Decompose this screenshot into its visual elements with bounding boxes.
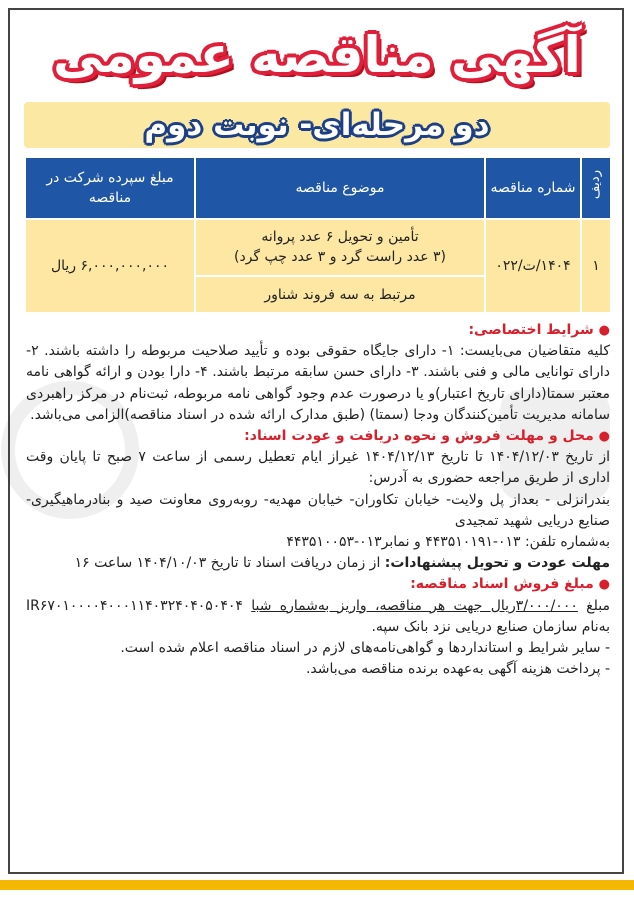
table-header-row (25, 157, 611, 219)
table-row (25, 219, 611, 276)
header-tender-number: شماره مناقصه (485, 157, 581, 219)
cell-deposit: ۶,۰۰۰,۰۰۰,۰۰۰ ریال (25, 219, 195, 313)
return-text: از زمان دریافت اسناد تا تاریخ ۱۴۰۴/۱۰/۰۳ ساعت ۱۶ (74, 555, 385, 572)
price-heading: ● مبلغ فروش اسناد مناقصه: (410, 576, 610, 593)
sale-address-text: بندرانزلی - بعداز پل ولایت- خیابان تکاوران- خیابان مهدیه- روبه‌روی معاونت صید و بنادرماهیگیری- صنایع دریایی شهید تمجیدی (26, 491, 610, 529)
header-row-number: ردیف (581, 157, 611, 219)
notice-title: آگهی مناقصه عمومی (53, 26, 581, 84)
price-text: مبلغ ۳/۰۰۰/۰۰۰ریال جهت هر مناقصه، واریز به‌شماره شبا IR۶۷۰۱۰۰۰۰۴۰۰۰۱۱۴۰۳۲۴۰۴۰۵۰۴۰۴ به‌نام سازمان صنایع دریایی نزد بانک سپه. (26, 597, 610, 635)
notice-body (26, 320, 610, 680)
bullet-icon: ● (598, 323, 610, 338)
subject-line-1: تأمین و تحویل ۶ عدد پروانه (261, 229, 419, 246)
note-standards: - سایر شرایط و استانداردها و گواهی‌نامه‌های لازم در اسناد مناقصه اعلام شده است. (120, 640, 610, 657)
sale-phone-text: به‌شماره تلفن: ۰۱۳-۴۴۳۵۱۰۱۹۱ و نمابر۰۱۳-۴۴۳۵۱۰۰۵۳ (286, 534, 610, 551)
cell-tender-number: ۱۴۰۴/ت/۰۲۲ (485, 219, 581, 313)
tender-table (24, 156, 612, 314)
cell-row-number: ۱ (581, 219, 611, 313)
sale-heading: ● محل و مهلت فروش و نحوه دریافت و عودت اسناد: (244, 428, 610, 445)
note-ad-cost: - پرداخت هزینه آگهی به‌عهده برنده مناقصه می‌باشد. (305, 661, 610, 678)
cell-tender-subject (195, 219, 485, 276)
header-tender-subject: موضوع مناقصه (195, 157, 485, 219)
subject-line-2: (۳ عدد راست گرد و ۳ عدد چپ گرد) (233, 249, 446, 266)
subject-line-3: مرتبط به سه فروند شناور (195, 276, 485, 313)
bullet-icon: ● (598, 577, 610, 593)
bullet-icon: ● (598, 429, 610, 445)
return-deadline (26, 553, 610, 574)
header-deposit: مبلغ سپرده شرکت در مناقصه (25, 157, 195, 219)
return-label: مهلت عودت و تحویل پیشنهادات: (384, 555, 610, 572)
conditions-text: کلیه متقاضیان می‌بایست: ۱- دارای جایگاه حقوقی بوده و تأیید صلاحیت مربوطه را داشته باشند. ۲- دارای توانایی مالی و فنی باشند. ۳- دارای حسن سابقه مرتبط باشند. ۴- دارا بودن و ارائه گواهی نامه معتبر سمتا(دارای تاریخ اعتبار)و یا درصورت عدم وجود گواهی نامه مربوطه، ثبت‌نام در مرکز راهبردی سامانه مدیریت تأمین‌کنندگان ودجا (سمتا) (طبق مدارک ارائه شده در اسناد مناقصه)الزامی می‌باشد. (26, 343, 610, 423)
conditions-heading: ● شرایط اختصاصی: (468, 322, 610, 338)
bottom-accent-bar (0, 880, 634, 890)
notice-subtitle: دو مرحله‌ای- نوبت دوم (144, 107, 490, 143)
sale-dates-text: از تاریخ ۱۴۰۴/۱۲/۰۳ تا تاریخ ۱۴۰۴/۱۲/۱۳ غیراز ایام تعطیل رسمی از ساعت ۷ صبح تا پایان وقت اداری از طریق مراجعه حضوری به آدرس: (26, 449, 610, 487)
